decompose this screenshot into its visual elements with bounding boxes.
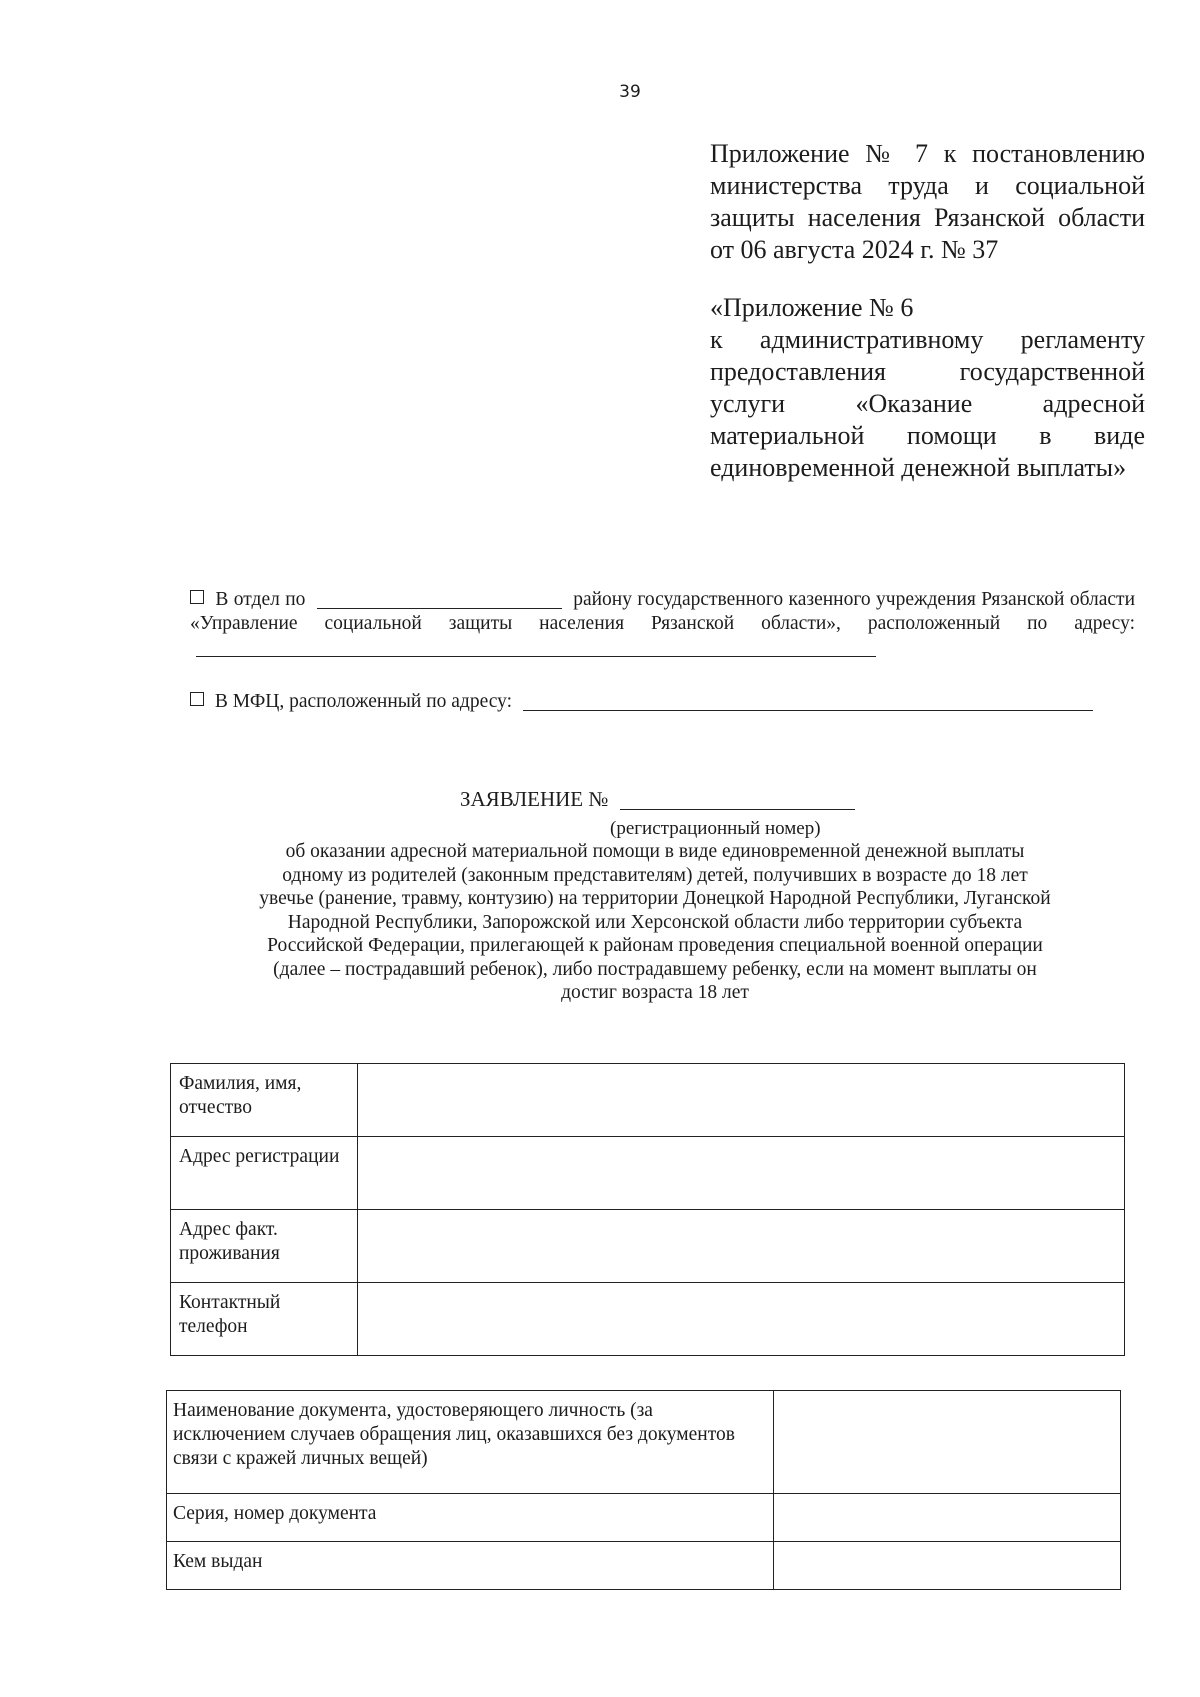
full-name-field[interactable] (358, 1064, 1125, 1137)
recipient-mfc (190, 690, 1135, 714)
mfc-checkbox[interactable] (190, 692, 204, 706)
department-address-field[interactable] (196, 638, 876, 657)
registration-number-note: (регистрационный номер) (610, 818, 821, 839)
statement-title (460, 787, 855, 812)
department-text: району государственного казенного учреждения Рязанской области «Управление социальной защиты населения Рязанской области», расположенный по адресу: (190, 589, 1136, 634)
registration-address-label: Адрес регистрации (171, 1137, 358, 1210)
department-checkbox[interactable] (190, 590, 204, 604)
department-prefix: В отдел по (215, 589, 306, 610)
page-number: 39 (619, 82, 641, 102)
personal-data-table (170, 1063, 1125, 1356)
table-row (171, 1137, 1125, 1210)
issued-by-field[interactable] (774, 1542, 1121, 1590)
statement-subject: об оказании адресной материальной помощи в виде единовременной денежной выплаты одному из родителей (законным представителям) детей, получивших в возрасте до 18 лет увечье (ранение, травму, контузию) на территории Донецкой Народной Республики, Луганской Народной Республики, Запорожской или Херсонской области либо территории субъекта Российской Федерации, прилегающей к районам проведения специальной военной операции (далее – пострадавший ребенок), либо пострадавшему ребенку, если на момент выплаты он достиг возраста 18 лет (259, 841, 1051, 1003)
actual-address-label: Адрес факт. проживания (171, 1210, 358, 1283)
contact-phone-field[interactable] (358, 1283, 1125, 1356)
table-row (171, 1283, 1125, 1356)
appendix-7-header: Приложение № 7 к постановлению министерства труда и социальной защиты населения Рязанской области от 06 августа 2024 г. № 37 (710, 139, 1145, 264)
contact-phone-label: Контактный телефон (171, 1283, 358, 1356)
document-number-field[interactable] (774, 1494, 1121, 1542)
table-row (171, 1210, 1125, 1283)
table-row (167, 1391, 1121, 1494)
table-row (171, 1064, 1125, 1137)
issued-by-label: Кем выдан (167, 1542, 774, 1590)
appendix-6-text: к административному регламенту предоставления государственной услуги «Оказание адресной материальной помощи в виде единовременной денежной выплаты» (710, 325, 1145, 482)
table-row (167, 1542, 1121, 1590)
mfc-text: В МФЦ, расположенный по адресу: (214, 691, 513, 712)
statement-title-text: ЗАЯВЛЕНИЕ № (460, 787, 609, 811)
mfc-address-field[interactable] (523, 692, 1093, 711)
document-number-label: Серия, номер документа (167, 1494, 774, 1542)
appendix-6-header (710, 292, 1145, 484)
district-field[interactable] (317, 590, 562, 609)
table-row (167, 1494, 1121, 1542)
document-name-field[interactable] (774, 1391, 1121, 1494)
appendix-6-heading: «Приложение № 6 (710, 293, 914, 322)
registration-address-field[interactable] (358, 1137, 1125, 1210)
identity-document-table (166, 1390, 1121, 1590)
document-name-label: Наименование документа, удостоверяющего личность (за исключением случаев обращения лиц, оказавшихся без документов связи с кражей личных вещей) (167, 1391, 774, 1494)
actual-address-field[interactable] (358, 1210, 1125, 1283)
registration-number-field[interactable] (620, 791, 855, 810)
recipient-department (190, 588, 1135, 660)
full-name-label: Фамилия, имя, отчество (171, 1064, 358, 1137)
